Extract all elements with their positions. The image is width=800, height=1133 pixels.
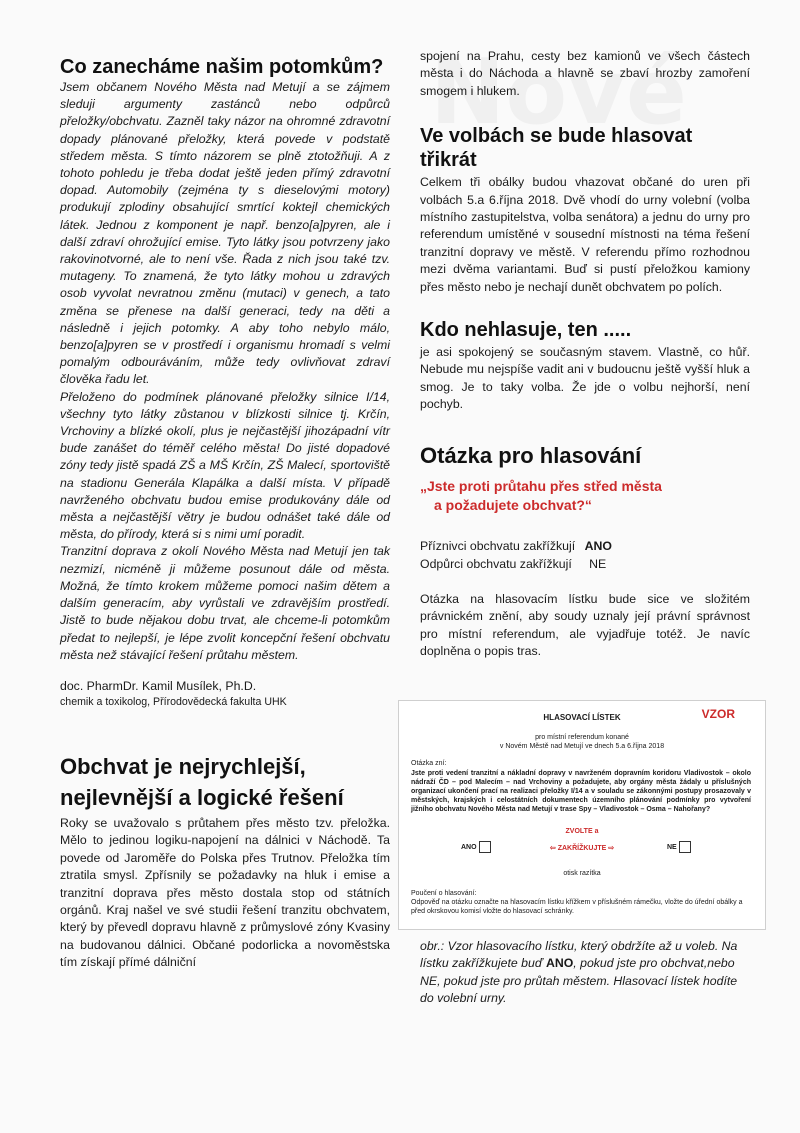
checkbox-ne[interactable] bbox=[679, 841, 691, 853]
ballot-caption: obr.: Vzor hlasovacího lístku, který obdržíte až u voleb. Na lístku zakřížkujete buď ANO, pokud jste pro obchvat,nebo NE, pokud jste pro průtah městem. Hlasovací lístek hodíte do volební urny. bbox=[420, 939, 738, 1006]
signature-name: doc. PharmDr. Kamil Musílek, Ph.D. bbox=[60, 678, 257, 693]
ballot-zvolte: ZVOLTE a bbox=[565, 828, 599, 835]
referendum-question-line-2: a požadujete obchvat?“ bbox=[434, 496, 592, 513]
paragraph: Celkem tři obálky budou vhazovat občané do uren při volbách 5.a 6.října 2018. Dvě vhodí do urny volební (volba místního zastupitelstva, volba senátora) a jednu do urny pro referendum umístěné v sousední místnosti na téma řešení tranzitní dopravy ve městě. V referendu přímo rozhodnou mezi dvěma variantami. Buď si pustí přeložkou kamiony přes město nebo je nechají dunět obchvatem po polích. bbox=[420, 175, 750, 294]
right-column bbox=[420, 48, 750, 660]
ballot-ne-option[interactable]: NE bbox=[667, 841, 691, 853]
paragraph: je asi spokojený se současným stavem. Vlastně, co hůř. Nebude mu nejspíše vadit ani v budoucnu ještě vyšší hluk a smog. Je to taky volba. Že jde o volbu nejhorší, není pochyb. bbox=[420, 345, 750, 412]
ballot-question-text: Jste proti vedení tranzitní a nákladní dopravy v navrženém dopravním koridoru Vladivostok – okolo nádraží ČD – pod Malecím – nad Vrchoviny a požadujete, aby orgány města žádaly u příslušných organizací ukončení prací na realizaci přeložky I/14 a v souladu se zákonnými postupy prosazovaly v městských, krajských i celostátních dokumentech územního plánování podmínky pro vytvoření jižního obchvatu Nového Města nad Metují v trase Spy – Vladivostok – Osma – Nahořany? bbox=[411, 770, 751, 813]
ballot-subtitle-2: v Novém Městě nad Metují ve dnech 5.a 6.října 2018 bbox=[499, 743, 665, 750]
ballot-zakrizkujte: ⇦ ZAKŘÍŽKUJTE ⇨ bbox=[549, 845, 615, 852]
ballot-pouceni-label: Poučení o hlasování: bbox=[411, 890, 477, 897]
ballot-ano-option[interactable]: ANO bbox=[461, 841, 491, 853]
section-title-otazka: Otázka pro hlasování bbox=[420, 442, 642, 468]
paragraph: Roky se uvažovalo s průtahem přes město tzv. přeložka. Mělo to jedinou logiku-napojení na dálnici v Náchodě. Ta povede od Jaroměře do Polska přes Trutnov. Přeložka tím ztratila smysl. Zpřísnily se požadavky na hluk i emise a tranzitní doprava přes město dostala stop od státních orgánů. Kraj našel ve své studii řešení tranzitu obchvatem, který by převedl dopravu hlavně z průmyslové zóny Kvasiny na budovanou dálnici. Občané podorlicka a novoměstska tím získají přímé dálniční bbox=[60, 815, 390, 970]
ballot-pouceni-text: Odpověď na otázku označte na hlasovacím lístku křížkem v příslušném rámečku, vložte do úřední obálky a před okrskovou komisí vložte do hlasovací schránky. bbox=[411, 899, 743, 915]
signature-role: chemik a toxikolog, Přírodovědecká fakulta UHK bbox=[60, 695, 287, 708]
ballot-vzor: VZOR bbox=[701, 707, 735, 721]
ballot-sample bbox=[398, 700, 766, 930]
paragraph: Otázka na hlasovacím lístku bude sice ve složitém právnickém znění, aby soudy uznaly její právní správnost pro místní referendum, ale vyjadřuje totéž. Je navíc doplněna o popis tras. bbox=[420, 591, 750, 658]
vote-instructions bbox=[420, 537, 750, 573]
section-title-volby: Ve volbách se bude hlasovat třikrát bbox=[420, 125, 693, 172]
left-column bbox=[60, 55, 390, 972]
paragraph: Tranzitní doprava z okolí Nového Města nad Metují jen tak nezmizí, nicméně ji můžeme posunout dále od města. Možná, že tímto krokem můžeme pomoci našim dětem a dalším generacím, aby vyrůstali ve zdravějším prostředí. Jistě to bude nějakou dobu trvat, ale chceme-li potomkům předat to nejlepší, je lépe zvolit koncepční řešení obchvatu města než stávající řešení průtahu městem. bbox=[60, 544, 390, 662]
paragraph: Přeloženo do podmínek plánované přeložky silnice I/14, všechny tyto látky zůstanou v blízkosti silnice tj. Krčín, Vrchoviny a blízké okolí, plus je nejčastější jihozápadní vítr bude zanášet do téměř celého města! Do jisté dopadové zóny tedy jistě spadá ZŠ a MŠ Krčín, ZŠ Malecí, sportoviště na stadionu Generála Klapálka a další místa. V případě navrženého obchvatu budou emise produkovány dále od města a nejčastější větry je budou odnášet také dále od města, do přírody, která si s nimi umí poradit. bbox=[60, 389, 390, 542]
paragraph: Jsem občanem Nového Města nad Metují a se zájmem sleduji argumenty zastánců nebo odpůrců přeložky/obchvatu. Zazněl taky názor na ohromné zdravotní dopady plánované přeložky, která povede v podstatě středem města. S tímto názorem se plně ztotožňuji. A z tohoto pohledu je třeba dodat ještě jeden přímý zdravotní dopad. Automobily (zejména ty s dieselovými motory) produkují zplodiny obsahující smrtící koktejl chemických látek. Jednou z komponent je např. benzo[a]pyren, ale i další zdraví ohrožující emise. Tyto látky jsou potvrzeny jako rakovinotvorné, ale to není vše. Řada z nich jsou také tzv. mutageny. To znamená, že tyto látky mohou u zdravých osob vyvolat nevratnou změnu (mutaci) v genech, a tato změna se přenese na další generaci, tedy na děti a následně i jejich potomky. A aby toho nebylo málo, benzo[a]pyren se v prostředí i organismu hromadí s velmi pomalým odbouráváním, může tedy ovlivňovat zdraví člověka řadu let. bbox=[60, 80, 390, 387]
section-title-obchvat-2: nejlevnější a logické řešení bbox=[60, 784, 344, 810]
section-title-kdo-nehlasuje: Kdo nehlasuje, ten ..... bbox=[420, 319, 632, 342]
referendum-question-line-1: „Jste proti průtahu přes střed města bbox=[420, 477, 662, 494]
ne-instruction: Odpůrci obchvatu zakřížkují NE bbox=[420, 556, 607, 571]
ballot-subtitle-1: pro místní referendum konané bbox=[535, 734, 629, 741]
ano-instruction: Příznivci obchvatu zakřížkují ANO bbox=[420, 538, 612, 553]
paragraph: spojení na Prahu, cesty bez kamionů ve všech částech města i do Náchoda a hlavně se zbaví hrozby zamoření smogem i hlukem. bbox=[420, 49, 750, 98]
ballot-razitko: otisk razítka bbox=[563, 870, 601, 877]
ballot-question-label: Otázka zní: bbox=[411, 760, 447, 767]
section-title-potomci: Co zanecháme našim potomkům? bbox=[60, 56, 384, 78]
section-title-obchvat-1: Obchvat je nejrychlejší, bbox=[60, 753, 306, 779]
ballot-title: HLASOVACÍ LÍSTEK bbox=[543, 713, 621, 722]
section-obchvat bbox=[60, 753, 390, 972]
